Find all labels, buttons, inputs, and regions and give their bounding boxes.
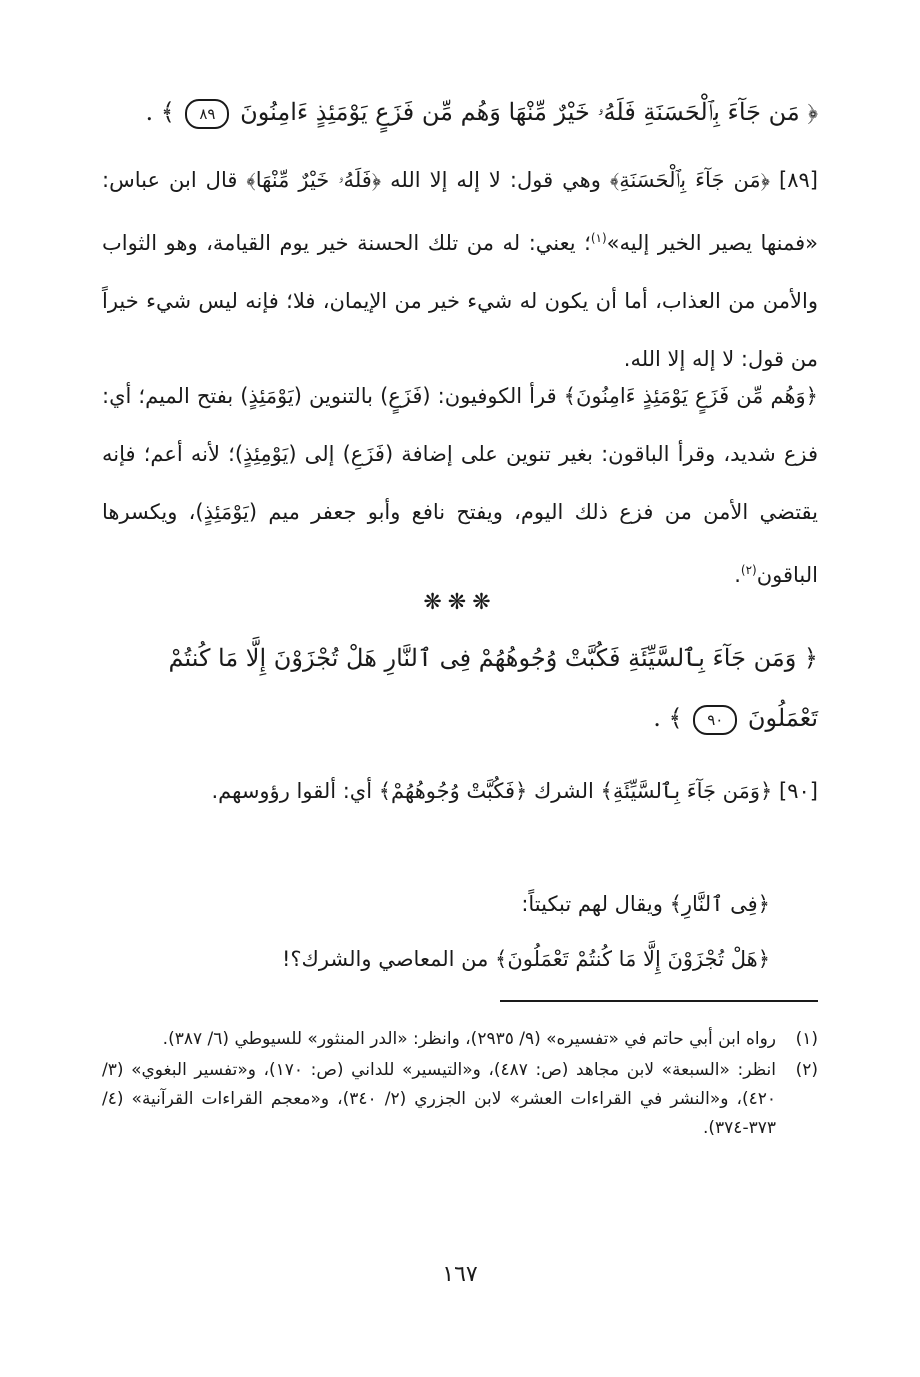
verse-90-text: ﴿ وَمَن جَآءَ بِٱلسَّيِّئَةِ فَكُبَّتْ وُجُوهُهُمْ فِى ٱلنَّارِ هَلْ تُجْزَوْنَ إِلَّا مَا كُنتُمْ تَعْمَلُونَ (168, 644, 818, 732)
commentary-90-text-2: ﴿فِى ٱلنَّارِ﴾ ويقال لهم تبكيتاً: (521, 892, 770, 916)
footnote-text: رواه ابن أبي حاتم في «تفسيره» (٩/ ٢٩٣٥)، وانظر: «الدر المنثور» للسيوطي (٦/ ٣٨٧). (162, 1029, 776, 1049)
commentary-89-label: [٨٩] (779, 168, 818, 192)
footnote-ref-1[interactable]: (١) (590, 231, 607, 245)
footnote-ref-2[interactable]: (٢) (740, 563, 757, 577)
verse-89-end: ﴾ . (145, 98, 175, 126)
footnote-item (102, 1025, 818, 1054)
section-separator: ❋❋❋ (423, 590, 497, 615)
footnote-number: (٢) (795, 1060, 818, 1080)
reading-text: ﴿وَهُم مِّن فَزَعٍ يَوْمَئِذٍ ءَامِنُونَ﴾ قرأ الكوفيون: (فَزَعٍ) بالتنوين (يَوْمَئِذٍ) بفتح الميم؛ أي: فزع شديد، وقرأ الباقون: بغير تنوين على إضافة (فَزَعِ) إلى (يَوْمِئِذٍ)؛ لأنه أعم؛ فإنه يقتضي الأمن من فزع ذلك اليوم، ويفتح نافع وأبو جعفر ميم (يَوْمَئِذٍ)، ويكسرها الباقون (102, 384, 818, 587)
commentary-90-line-2 (102, 875, 818, 933)
commentary-90-text-3: ﴿هَلْ تُجْزَوْنَ إِلَّا مَا كُنتُمْ تَعْمَلُونَ﴾ من المعاصي والشرك؟! (281, 947, 770, 971)
footnote-item (102, 1056, 818, 1143)
commentary-90-line-3 (102, 930, 818, 988)
verse-89-block (102, 82, 818, 142)
footnote-text: انظر: «السبعة» لابن مجاهد (ص: ٤٨٧)، و«التيسير» للداني (ص: ١٧٠)، و«تفسير البغوي» (٣/ ٤٢٠)، و«النشر في القراءات العشر» لابن الجزري (٢/ ٣٤٠)، و«معجم القراءات القرآنية» (٤/ ٣٧٣-٣٧٤). (102, 1060, 776, 1138)
commentary-89-text-cont: ؛ يعني: له من تلك الحسنة خير يوم القيامة، وهو الثواب والأمن من العذاب، أما أن يكون له شيء خير من الإيمان، فلا؛ فإنه ليس شيء خيراً من قول: لا إله إلا الله. (102, 231, 818, 371)
verse-89-text: ﴿ مَن جَآءَ بِٱلْحَسَنَةِ فَلَهُۥ خَيْرٌ مِّنْهَا وَهُم مِّن فَزَعٍ يَوْمَئِذٍ ءَامِنُونَ (240, 98, 818, 126)
commentary-89-reading-paragraph (102, 367, 818, 604)
commentary-90-paragraph (102, 762, 818, 820)
footnote-divider (500, 1000, 818, 1002)
commentary-89-paragraph (102, 151, 818, 388)
ayah-number-marker: ٩٠ (693, 705, 737, 735)
ayah-number-marker: ٨٩ (185, 99, 229, 129)
reading-text-end: . (734, 563, 741, 587)
verse-90-end: ﴾ . (653, 704, 683, 732)
commentary-90-label: [٩٠] (779, 779, 818, 803)
footnotes-section (102, 1025, 818, 1145)
commentary-90-text: ﴿وَمَن جَآءَ بِٱلسَّيِّئَةِ﴾ الشرك ﴿فَكُبَّتْ وُجُوهُهُمْ﴾ أي: ألقوا رؤوسهم. (211, 779, 773, 803)
verse-90-block (102, 628, 818, 748)
commentary-89-text: ﴿مَن جَآءَ بِٱلْحَسَنَةِ﴾ وهي قول: لا إله إلا الله ﴿فَلَهُۥ خَيْرٌ مِّنْهَا﴾ قال ابن عباس: «فمنها يصير الخير إليه» (102, 168, 819, 255)
page-number: ١٦٧ (442, 1262, 478, 1287)
footnote-number: (١) (795, 1029, 818, 1049)
